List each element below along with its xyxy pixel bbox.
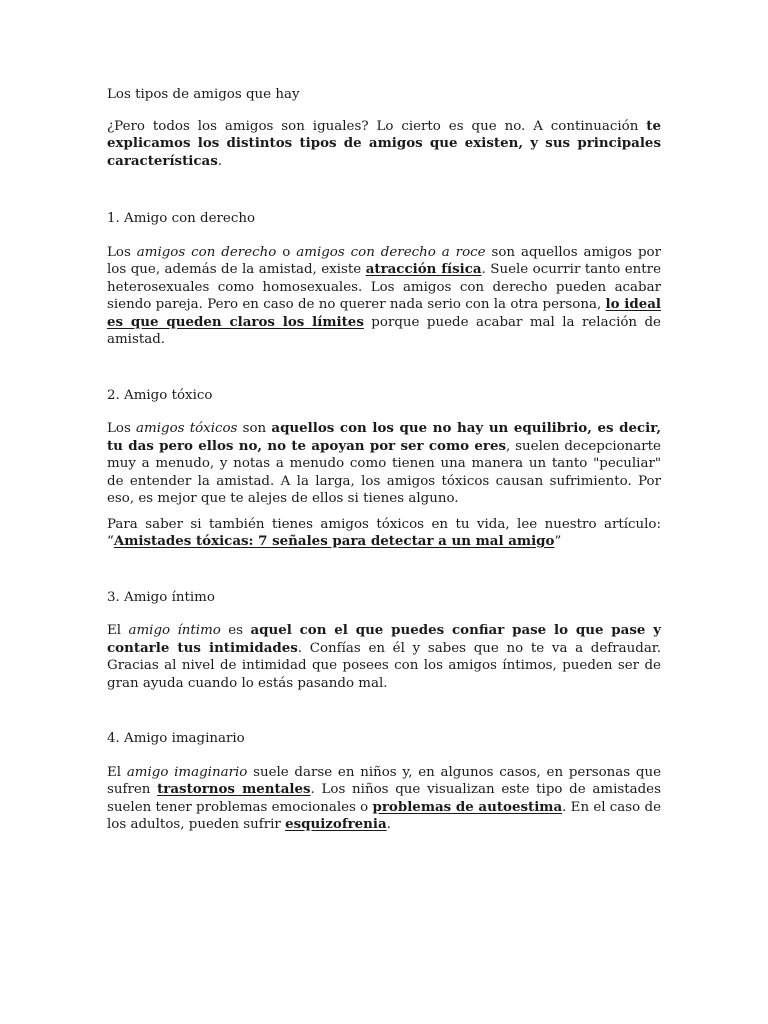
s1-text-5: porque puede acabar mal la relación de amistad. xyxy=(107,314,661,347)
s2-italic-1: amigos tóxicos xyxy=(136,421,238,436)
s3-text-2: es xyxy=(220,623,251,638)
s2-bold-text: aquellos con los que no hay un equilibrio, es decir, tu das pero ellos no, no te apoyan por ser como eres xyxy=(107,420,662,454)
section-paragraph-amistades-toxicas xyxy=(107,516,661,551)
section-heading-amigo-con-derecho: 1. Amigo con derecho xyxy=(107,211,256,226)
s4-text-2: suele darse en niños y, en algunos casos, en personas que sufren xyxy=(107,764,661,797)
section-paragraph-amigo-con-derecho xyxy=(107,244,661,349)
intro-bold-text: te explicamos los distintos tipos de amigos que existen, y sus principales características xyxy=(107,117,661,169)
link-amistades-toxicas[interactable]: Amistades tóxicas: 7 señales para detectar a un mal amigo xyxy=(113,533,555,549)
s1-text-2: o xyxy=(276,244,297,260)
section-paragraph-amigo-imaginario xyxy=(107,764,661,834)
s4-italic-1: amigo imaginario xyxy=(126,764,248,780)
s4-text-1: El xyxy=(107,764,127,780)
link-problemas-de-autoestima[interactable]: problemas de autoestima xyxy=(372,798,563,815)
s2-text-3: , suelen decepcionarte muy a menudo, y notas a menudo como tienen una manera un tanto "peculiar" de entender la amistad. A la larga, los amigos tóxicos causan sufrimiento. Por eso, es mejor que te alejes de ellos si tienes alguno. xyxy=(107,438,661,506)
intro-text-1: ¿Pero todos los amigos son iguales? Lo cierto es que no. A continuación xyxy=(107,118,647,134)
section-heading-amigo-toxico: 2. Amigo tóxico xyxy=(107,387,213,403)
link-esquizofrenia[interactable]: esquizofrenia xyxy=(285,816,387,832)
link-lo-ideal-limites[interactable]: lo ideal es que queden claros los límites xyxy=(107,296,661,330)
s1-text-3: son aquellos amigos por los que, además de la amistad, existe xyxy=(107,244,661,277)
s3-text-3: . Confías en él y sabes que no te va a defraudar. Gracias al nivel de intimidad que posees con los amigos íntimos, pueden ser de gran ayuda cuando lo estás pasando mal. xyxy=(107,640,661,691)
link-trastornos-mentales[interactable]: trastornos mentales xyxy=(157,781,311,797)
s2-p2-text-2: ” xyxy=(554,534,562,549)
section-paragraph-amigo-intimo xyxy=(107,622,661,692)
s2-text-1: Los xyxy=(107,421,137,436)
s4-text-5: . xyxy=(386,817,391,832)
article-body xyxy=(107,86,661,834)
s3-text-1: El xyxy=(107,623,129,638)
s2-p2-text-1: Para saber si también tienes amigos tóxicos en tu vida, lee nuestro artículo: “ xyxy=(107,516,661,549)
s4-text-3: . Los niños que visualizan este tipo de amistades suelen tener problemas emocionales o xyxy=(107,782,661,815)
page-title: Los tipos de amigos que hay xyxy=(107,87,300,102)
s1-text-4: . Suele ocurrir tanto entre heterosexuales como homosexuales. Los amigos con derecho pueden acabar siendo pareja. Pero en caso de no querer nada serio con la otra persona, xyxy=(107,262,661,312)
s3-italic-1: amigo íntimo xyxy=(128,623,221,638)
s1-italic-1: amigos con derecho xyxy=(136,244,277,260)
s3-bold-text: aquel con el que puedes confiar pase lo que pase y contarle tus intimidades xyxy=(107,622,661,656)
section-heading-amigo-intimo: 3. Amigo íntimo xyxy=(107,589,215,605)
link-atraccion-fisica[interactable]: atracción física xyxy=(365,261,482,277)
s1-italic-2: amigos con derecho a roce xyxy=(296,244,486,260)
s4-text-4: . En el caso de los adultos, pueden sufrir xyxy=(107,799,661,832)
intro-paragraph xyxy=(107,118,661,171)
s1-text-1: Los xyxy=(107,244,137,260)
s2-text-2: son xyxy=(237,421,272,436)
section-paragraph-amigo-toxico xyxy=(107,420,661,508)
intro-text-2: . xyxy=(217,153,223,169)
section-heading-amigo-imaginario: 4. Amigo imaginario xyxy=(107,731,245,746)
